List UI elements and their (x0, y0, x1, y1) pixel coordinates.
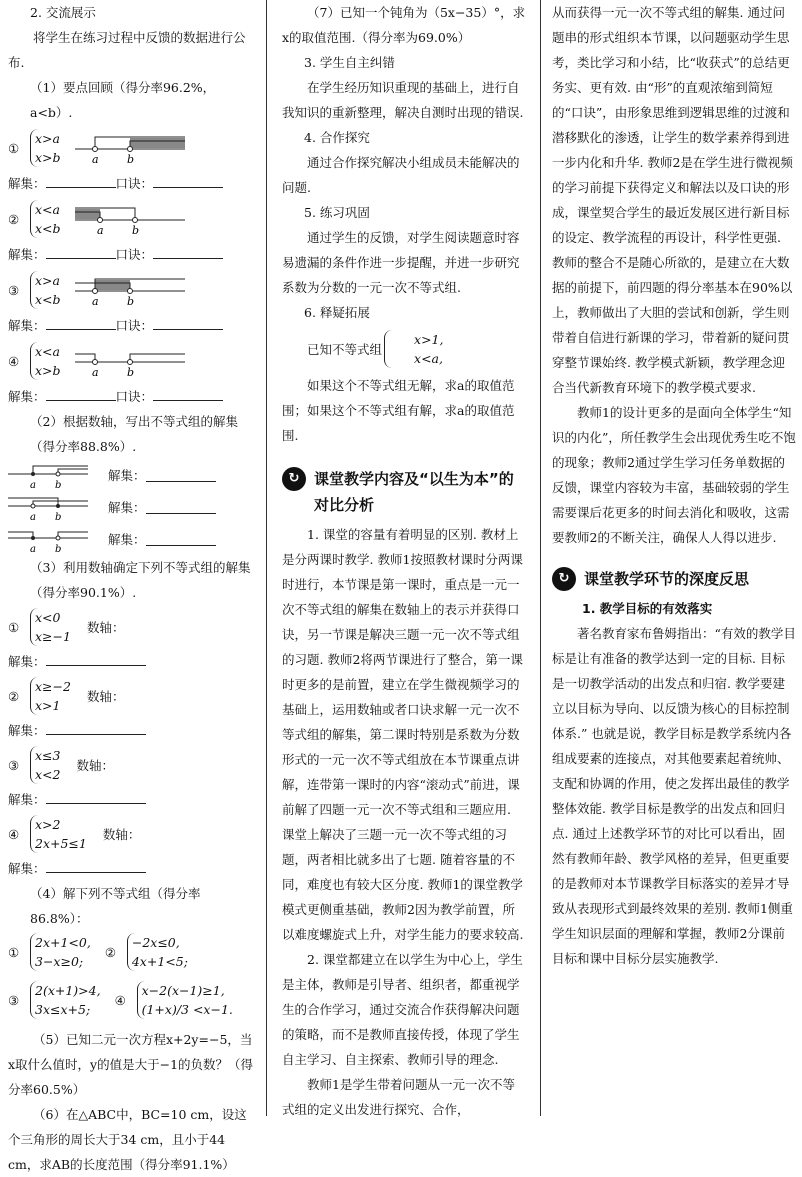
part4-row-2 (8, 973, 256, 1027)
svg-text:b: b (55, 480, 62, 490)
part2-item-1: a b 解集： (8, 459, 256, 491)
answer-blank[interactable] (46, 175, 116, 188)
part3-item-4: ④ x>2 2x+5≤1 数轴： (8, 817, 141, 851)
part4-item-1: ① 2x+1<0, 3−x≥0; (8, 931, 95, 973)
section-heading-reflection: ↻ 课堂教学环节的深度反思 (552, 566, 796, 592)
answer-blank[interactable] (46, 653, 146, 666)
answer-blank[interactable] (146, 533, 216, 546)
section-heading-content: ↻ 课堂教学内容及“以生为本”的对比分析 (282, 466, 527, 518)
part3-item-3-answer: 解集： (8, 787, 256, 812)
answer-blank[interactable] (46, 246, 116, 259)
part1-item-2-answer: 解集： 口诀： (8, 242, 256, 267)
svg-text:b: b (131, 224, 139, 236)
answer-blank[interactable] (46, 388, 116, 401)
section-bullet-icon: ↻ (552, 567, 576, 591)
part5-text: （5）已知二元一次方程x+2y=−5，当x取什么值时，y的值是大于−1的负数？（得分率60.5%） (8, 1032, 254, 1097)
answer-blank[interactable] (146, 501, 216, 514)
analysis-paragraph-2: 2. 课堂都建立在以学生为中心上，学生是主体，教师是引导者、组织者，都重视学生的合作学习，通过交流合作获得解决问题的策略，而不是教师直接传授，体现了学生自主学习、自主探索、教师引导的理念. (282, 952, 523, 1067)
column-1 (8, 0, 256, 1172)
svg-text:a: a (91, 366, 99, 378)
cooperate-text: 通过合作探究解决小组成员未能解决的问题. (282, 155, 520, 195)
number-line-p2-3 (8, 524, 88, 554)
svg-text:a: a (30, 544, 36, 554)
part3-item-4-answer: 解集： (8, 856, 256, 881)
number-line-1 (75, 131, 185, 165)
heading-self-correct: 3. 学生自主纠错 (304, 55, 395, 70)
part4-item-3: ③ 2(x+1)>4, 3x≤x+5; (8, 973, 105, 1027)
part1-item-1: ① x>a x>b a b (8, 125, 256, 171)
section-bullet-icon: ↻ (282, 467, 306, 491)
system-brace: x<a x<b (30, 200, 65, 238)
extension-system: 已知不等式组 x>1, x<a, (282, 325, 527, 373)
number-line-3 (75, 273, 185, 307)
part1-item-4: ④ x<a x>b a b (8, 338, 256, 384)
part1-item-4-answer: 解集： 口诀： (8, 384, 256, 409)
svg-text:b: b (55, 512, 62, 522)
col3-paragraph-2: 教师1的设计更多的是面向全体学生“知识的内化”，所任教学生会出现优秀生吃不饱的现象；教师2通过学生学习任务单数据的反馈，课堂内容较为丰富，基础较弱的学生需要课后花更多的时间去消化和吸收，这需要教师2的不断关注，确保人人得以进步. (552, 405, 796, 545)
answer-blank[interactable] (46, 860, 146, 873)
part1-item-3-answer: 解集： 口诀： (8, 313, 256, 338)
system-brace: x≥−2 x>1 (30, 677, 75, 715)
system-brace: −2x≤0, 4x+1<5; (127, 933, 192, 971)
column-3 (552, 0, 796, 1116)
svg-text:a: a (30, 480, 36, 490)
extension-text: 如果这个不等式组无解，求a的取值范围；如果这个不等式组有解，求a的取值范围. (282, 378, 515, 443)
heading-exchange: 2. 交流展示 (30, 5, 96, 20)
self-correct-text: 在学生经历知识重现的基础上，进行自我知识的重新整理，解决自测时出现的错误. (282, 80, 524, 120)
part3-item-2-answer: 解集： (8, 718, 256, 743)
analysis-paragraph-1: 1. 课堂的容量有着明显的区别. 教材上是分两课时教学. 教师1按照教材课时分两课时进行，本节课是第一课时，重点是一元一次不等式组的解集在数轴上的表示并获得口诀，另一节课是解决三题一元一次不等式组的习题. 教师2将两节课进行了整合，第一课时更多的是前置，建立在学生微视频学习的基础上，运用数轴或者口诀求解一元一次不等式组的解集，第二课时特别是系数为分数形式的一元一次不等式组放在本节课重点讲解，连带第一课时的内容“滚动式”前进，课前解了四题一元一次不等式组和三题应用. 课堂上解决了三题一元一次不等式组的习题，两者相比就多出了七题. 随着容量的不同，难度也有较大区分度. 教师1的课堂教学模式更侧重基础，教师2因为教学前置，所以难度螺旋式上升，对学生能力的要求较高. (282, 527, 524, 942)
system-brace: x<a x>b (30, 342, 65, 380)
svg-text:a: a (91, 153, 99, 165)
part1-item-3: ③ x>a x<b a b (8, 267, 256, 313)
practice-text: 通过学生的反馈，对学生阅读题意时容易遗漏的条件作进一步提醒，并进一步研究系数为分数的一元一次不等式组. (282, 230, 520, 295)
answer-blank[interactable] (153, 388, 223, 401)
part2-item-3: a b 解集： (8, 523, 256, 555)
system-brace: x≤3 x<2 (30, 746, 64, 784)
answer-blank[interactable] (153, 246, 223, 259)
svg-text:b: b (126, 366, 134, 378)
answer-blank[interactable] (46, 791, 146, 804)
part2-item-2: a b 解集： (8, 491, 256, 523)
column-rule-2 (540, 0, 541, 1116)
system-brace: x>1, x<a, (384, 330, 447, 368)
answer-blank[interactable] (46, 722, 146, 735)
svg-text:a: a (96, 224, 104, 236)
part4-item-2: ② −2x≤0, 4x+1<5; (105, 931, 192, 973)
system-brace: 2(x+1)>4, 3x≤x+5; (30, 981, 105, 1019)
svg-text:b: b (126, 295, 134, 307)
system-brace: 2x+1<0, 3−x≥0; (30, 933, 95, 971)
answer-blank[interactable] (153, 317, 223, 330)
part6-text: （6）在△ABC中，BC=10 cm，设这个三角形的周长大于34 cm，且小于44 cm，求AB的长度范围（得分率91.1%） (8, 1107, 247, 1172)
svg-text:a: a (30, 512, 36, 522)
part1-title: （1）要点回顾（得分率96.2%，a<b）. (30, 80, 216, 120)
system-brace: x>2 2x+5≤1 (30, 815, 91, 853)
part4-item-4: ④ x−2(x−1)≥1, (1+x)/3 <x−1. (115, 973, 237, 1027)
part3-item-2: ② x≥−2 x>1 数轴： (8, 679, 125, 713)
part4-row-1 (8, 931, 256, 973)
part3-title: （3）利用数轴确定下列不等式组的解集（得分率90.1%）. (30, 560, 251, 600)
column-rule-1 (266, 0, 267, 1116)
intro-text: 将学生在练习过程中反馈的数据进行公布. (8, 30, 246, 70)
system-brace: x<0 x≥−1 (30, 608, 75, 646)
part1-item-1-answer: 解集： 口诀： (8, 171, 256, 196)
svg-text:a: a (91, 295, 99, 307)
number-line-4 (75, 344, 185, 378)
system-brace: x>a x<b (30, 271, 65, 309)
col3-paragraph-1: 从而获得一元一次不等式组的解集. 通过问题串的形式组织本节课，以问题驱动学生思考，类比学习和小结，比“收获式”的总结更务实、更有效. 由“形”的直观浓缩到简短的“口诀”，由形象思维到逻辑思维的过渡和潜移默化的渗透，让学生的数学素养得到进一步内化和升华. 教师2是在学生进行微视频的学习前提下获得定义和解法以及口诀的形成，课堂契合学生的最近发展区进行新目标的设定、教学流程的再设计，科学性更强. 教师的整合不是随心所欲的，是建立在大数据的前提下，前四题的得分率基本在90%以上，教师做出了大胆的尝试和创新，学生则带着自信进行新课的学习，带着新的疑问贯穿整节课始终. 教学模式新颖，教学理念迎合当代新教育环境下的教学模式要求. (552, 5, 793, 395)
part7-text: （7）已知一个钝角为（5x−35）°，求x的取值范围.（得分率为69.0%） (282, 5, 526, 45)
col3-paragraph-3: 著名教育家布鲁姆指出：“有效的教学目标是让有准备的教学达到一定的目标. 目标是一切教学活动的出发点和归宿. 教学要建立以目标为导向、以反馈为核心的目标控制体系.” 也就是说，教学目标是教学系统内各组成要素的连接点，对其他要素起着统帅、支配和协调的作用，使之发挥出最佳的教学整体效能. 教学目标是教学的出发点和回归点. 通过上述教学环节的对比可以看出，固然有教师年龄、教学风格的差异，但更重要的是教师对本节课教学目标落实的差异才导致从表现形式到最终效果的差别. 教师1侧重学生知识层面的理解和掌握，教师2分课前目标和课中目标分层实施教学. (552, 626, 796, 966)
subheading-goals: 1. 教学目标的有效落实 (582, 601, 713, 616)
svg-text:b: b (55, 544, 62, 554)
system-brace: x>a x>b (30, 129, 65, 167)
heading-cooperate: 4. 合作探究 (304, 130, 370, 145)
number-line-p2-1 (8, 460, 88, 490)
part4-title: （4）解下列不等式组（得分率86.8%）： (30, 886, 201, 926)
number-line-p2-2 (8, 492, 88, 522)
number-line-2 (75, 202, 185, 236)
svg-text:b: b (126, 153, 134, 165)
part3-item-1-answer: 解集： (8, 649, 256, 674)
part3-item-1: ① x<0 x≥−1 数轴： (8, 610, 125, 644)
system-brace: x−2(x−1)≥1, (1+x)/3 <x−1. (137, 981, 237, 1019)
column-2 (282, 0, 527, 1116)
part2-title: （2）根据数轴，写出不等式组的解集（得分率88.8%）. (30, 414, 238, 454)
answer-blank[interactable] (146, 469, 216, 482)
part1-item-2: ② x<a x<b a b (8, 196, 256, 242)
heading-extension: 6. 释疑拓展 (304, 305, 370, 320)
heading-practice: 5. 练习巩固 (304, 205, 370, 220)
part3-item-3: ③ x≤3 x<2 数轴： (8, 748, 114, 782)
answer-blank[interactable] (46, 317, 116, 330)
analysis-paragraph-3: 教师1是学生带着问题从一元一次不等式组的定义出发进行探究、合作， (282, 1077, 515, 1117)
answer-blank[interactable] (153, 175, 223, 188)
